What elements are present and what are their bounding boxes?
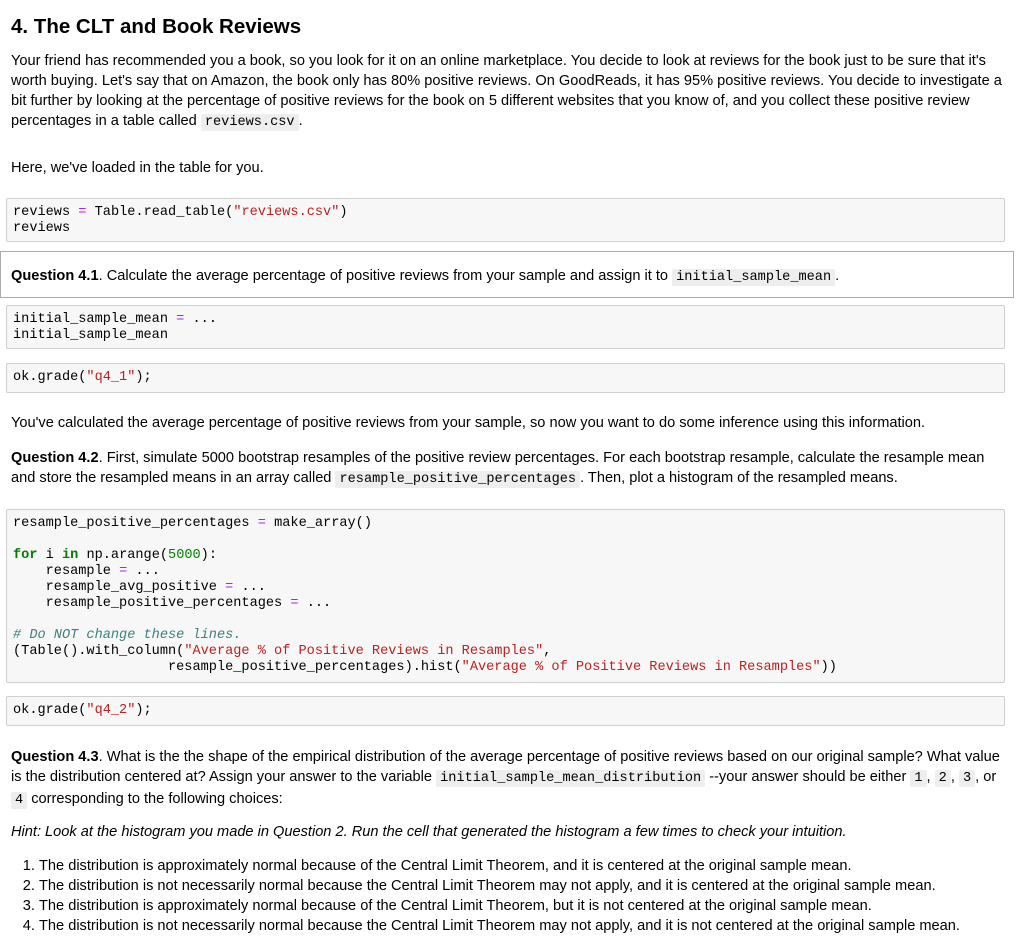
question-label: Question 4.2 xyxy=(11,450,99,466)
code-string: "Average % of Positive Reviews in Resamples" xyxy=(461,660,821,675)
code-keyword: for xyxy=(13,548,38,563)
loaded-paragraph xyxy=(11,158,1006,178)
code-token: ok.grade( xyxy=(13,703,87,718)
separator: , or xyxy=(975,769,997,785)
code-cell-grade-q4-2[interactable] xyxy=(6,696,1005,726)
code-cell-bootstrap[interactable] xyxy=(6,509,1005,683)
code-cell-read-table[interactable] xyxy=(6,198,1005,242)
code-operator: = xyxy=(78,205,87,220)
hint-text: Hint: Look at the histogram you made in Question 2. Run the cell that generated the histogram a few times to check your intuition. xyxy=(11,824,847,840)
intro-text: Your friend has recommended you a book, so you look for it on an online marketplace. You decide to look at reviews for the book just to be sure that it's worth buying. Let's say that on Amazon, the book only has 80% positive reviews. On GoodReads, it has 95% positive reviews. You decide to investigate a bit further by looking at the percentage of positive reviews for the book on 5 different websites that you know of, and you collect these positive review percentages in a table called xyxy=(11,53,1002,129)
choice-item: 2. The distribution is not necessarily normal because the Central Limit Theorem may not apply, and it is centered at the original sample mean. xyxy=(39,876,1006,896)
inference-text: You've calculated the average percentage of positive reviews from your sample, so now you want to do some inference using this information. xyxy=(11,415,926,431)
code-token: ): xyxy=(200,548,217,563)
question-4-2 xyxy=(11,448,1006,490)
section-heading: 4. The CLT and Book Reviews xyxy=(11,15,302,38)
loaded-text: Here, we've loaded in the table for you. xyxy=(11,160,264,176)
code-token: i xyxy=(37,548,62,563)
separator: , xyxy=(950,769,959,785)
code-token: Table.read_table( xyxy=(94,205,234,220)
code-comment: # Do NOT change these lines. xyxy=(13,628,242,643)
code-operator: = xyxy=(225,580,234,595)
intro-end: . xyxy=(298,113,303,129)
inline-code-initial-sample-mean: initial_sample_mean xyxy=(672,269,835,286)
code-token: reviews xyxy=(13,205,71,220)
code-token: ) xyxy=(339,205,348,220)
question-text: . What is the the shape of the empirical distribution of the average percentage of positive reviews based on our original sample? What value is the distribution centered at? Assign your answer to the variable xyxy=(11,749,1000,785)
inline-code-reviews-csv: reviews.csv xyxy=(201,114,299,131)
code-token: ... xyxy=(135,564,160,579)
inline-code-choice-4: 4 xyxy=(11,792,27,809)
code-keyword: in xyxy=(61,548,79,563)
question-text: corresponding to the following choices: xyxy=(27,791,283,807)
code-token: initial_sample_mean xyxy=(13,312,168,327)
code-string: "reviews.csv" xyxy=(233,205,340,220)
code-operator: = xyxy=(176,312,185,327)
code-token: ... xyxy=(306,596,332,611)
code-number: 5000 xyxy=(168,548,201,563)
selected-markdown-cell[interactable] xyxy=(0,251,1014,298)
code-token: reviews xyxy=(13,221,71,236)
code-token: make_array() xyxy=(274,516,372,531)
code-operator: = xyxy=(290,596,299,611)
code-token: initial_sample_mean xyxy=(13,328,168,343)
choice-item: 1. The distribution is approximately normal because of the Central Limit Theorem, and it is centered at the original sample mean. xyxy=(39,856,1006,876)
inline-code-resample-percentages: resample_positive_percentages xyxy=(335,471,580,488)
choice-item: 3. The distribution is approximately normal because of the Central Limit Theorem, but it is not centered at the original sample mean. xyxy=(39,896,1006,916)
code-token: (Table().with_column( xyxy=(13,644,185,659)
question-text: --your answer should be either xyxy=(705,769,911,785)
question-label: Question 4.3 xyxy=(11,749,99,765)
code-token: ); xyxy=(135,703,152,718)
inline-code-choice-1: 1 xyxy=(910,770,926,787)
question-end: . Then, plot a histogram of the resampled means. xyxy=(580,470,898,486)
code-token: resample xyxy=(13,564,111,579)
separator: , xyxy=(926,769,935,785)
inline-code-distribution: initial_sample_mean_distribution xyxy=(436,770,705,787)
code-token: ); xyxy=(135,370,152,385)
code-token: resample_positive_percentages xyxy=(13,516,250,531)
question-text: . Calculate the average percentage of positive reviews from your sample and assign it to xyxy=(98,268,673,284)
code-operator: = xyxy=(257,516,266,531)
choices-list xyxy=(11,856,1006,936)
code-string: "q4_2" xyxy=(86,703,136,718)
code-token: , xyxy=(543,644,552,659)
code-token: ... xyxy=(192,312,217,327)
question-label: Question 4.1 xyxy=(11,268,99,284)
hint-paragraph xyxy=(11,822,1006,842)
question-end: . xyxy=(835,268,840,284)
code-string: "Average % of Positive Reviews in Resamples" xyxy=(184,644,544,659)
code-token: np.arange( xyxy=(78,548,169,563)
code-token: ... xyxy=(241,580,266,595)
code-token: resample_positive_percentages).hist( xyxy=(13,660,462,675)
question-4-1 xyxy=(11,266,1006,288)
inference-paragraph xyxy=(11,413,1006,433)
code-cell-initial-mean[interactable] xyxy=(6,305,1005,349)
code-cell-grade-q4-1[interactable] xyxy=(6,363,1005,393)
code-token: resample_avg_positive xyxy=(13,580,217,595)
code-token: )) xyxy=(820,660,837,675)
choice-item: 4. The distribution is not necessarily normal because the Central Limit Theorem may not apply, and it is not centered at the original sample mean. xyxy=(39,916,1006,936)
code-token: ok.grade( xyxy=(13,370,87,385)
question-4-3 xyxy=(11,747,1006,811)
intro-paragraph xyxy=(11,51,1006,133)
inline-code-choice-3: 3 xyxy=(959,770,975,787)
code-operator: = xyxy=(119,564,128,579)
question-text: . First, simulate 5000 bootstrap resamples of the positive review percentages. For each bootstrap resample, calculate the resample mean and store the resampled means in an array called xyxy=(11,450,985,486)
code-string: "q4_1" xyxy=(86,370,136,385)
inline-code-choice-2: 2 xyxy=(935,770,951,787)
code-token: resample_positive_percentages xyxy=(13,596,283,611)
